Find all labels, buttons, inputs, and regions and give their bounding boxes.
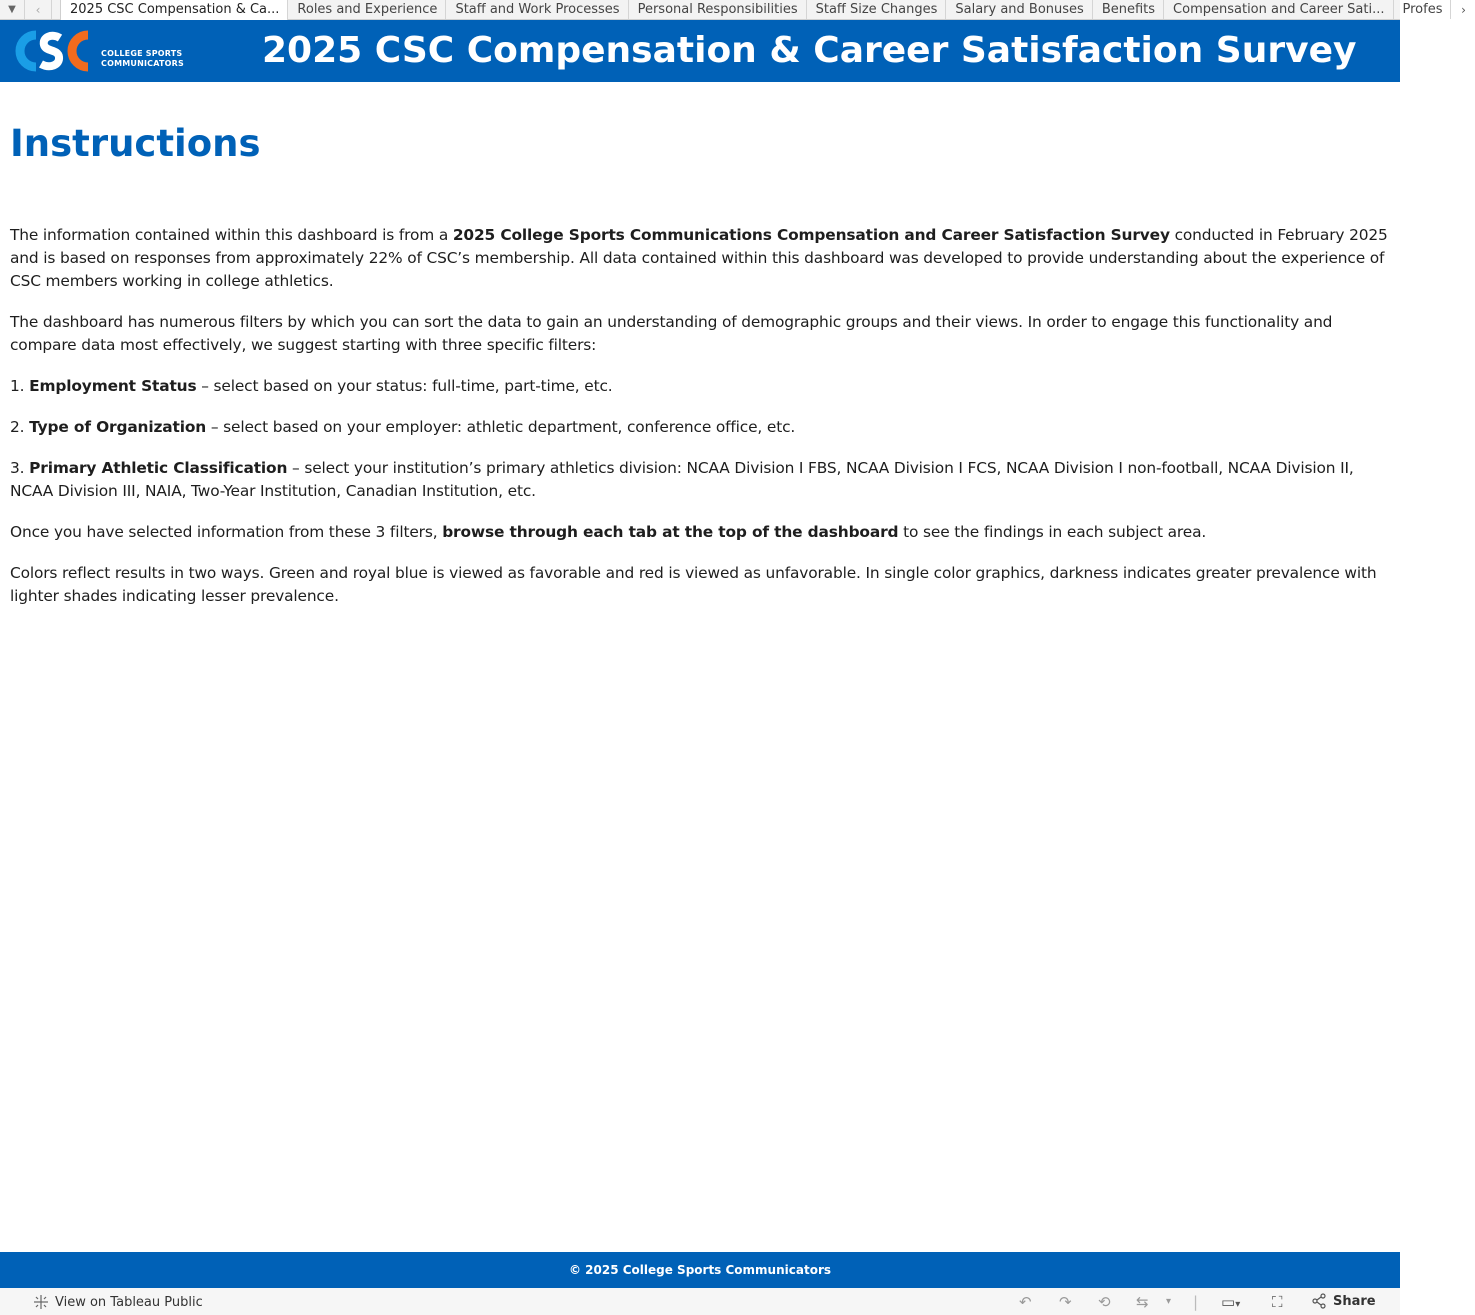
tab-scroll-right-icon[interactable]: › [1450, 0, 1475, 19]
sheet-tab-bar [0, 0, 1466, 20]
view-on-tableau-public-label: View on Tableau Public [55, 1294, 203, 1310]
csc-logo [12, 28, 182, 74]
tab-salary-and-bonuses[interactable]: Salary and Bonuses [946, 0, 1092, 19]
colors-paragraph: Colors reflect results in two ways. Green and royal blue is viewed as favorable and red is viewed as unfavorable. In single color graphics, darkness indicates greater prevalence with lighter shades indicating lesser prevalence. [10, 564, 1377, 605]
tab-benefits[interactable]: Benefits [1093, 0, 1164, 19]
revert-icon[interactable]: ⟲ [1098, 1293, 1111, 1311]
share-icon [1311, 1293, 1327, 1309]
csc-logo-mark [12, 28, 92, 74]
download-icon[interactable]: ▭▾ [1221, 1293, 1241, 1311]
tableau-toolbar [0, 1288, 1400, 1315]
copyright-footer: © 2025 College Sports Communicators [0, 1252, 1400, 1288]
filters-paragraph: The dashboard has numerous filters by which you can sort the data to gain an understanding of demographic groups and their views. In order to engage this functionality and compare data most effectively, we suggest starting with three specific filters: [10, 313, 1333, 354]
browse-tabs-paragraph: Once you have selected information from these 3 filters, browse through each tab at the top of the dashboard to see the findings in each subject area. [10, 523, 1207, 541]
page-heading: Instructions [10, 122, 261, 165]
refresh-icon[interactable]: ⇆ [1136, 1293, 1149, 1311]
fullscreen-icon[interactable]: ⛶ [1272, 1293, 1283, 1311]
tab-personal-responsibilities[interactable]: Personal Responsibilities [629, 0, 807, 19]
filter-item-type-of-organization: 2. Type of Organization – select based on your employer: athletic department, conference office, etc. [10, 418, 796, 436]
tab-compensation-and-career-satisfaction[interactable]: Compensation and Career Sati... [1164, 0, 1393, 19]
tab-list [52, 0, 1450, 19]
logo-line-1: COLLEGE SPORTS [101, 49, 183, 58]
filter-item-primary-athletic-classification: 3. Primary Athletic Classification – select your institution’s primary athletics division: NCAA Division I FBS, NCAA Division I FCS, NCAA Division I non-football, NCAA Division II, NCAA Division III, NAIA, Two-Year Institution, Canadian Institution, etc. [10, 459, 1354, 500]
share-button[interactable] [1311, 1293, 1376, 1309]
undo-icon[interactable]: ↶ [1019, 1293, 1032, 1311]
tab-scroll-left-icon[interactable]: ‹ [25, 0, 52, 19]
tab-menu-dropdown-icon[interactable]: ▼ [0, 0, 25, 19]
header-banner [0, 20, 1400, 82]
tab-staff-and-work-processes[interactable]: Staff and Work Processes [446, 0, 628, 19]
intro-paragraph: The information contained within this dashboard is from a 2025 College Sports Communications Compensation and Career Satisfaction Survey conducted in February 2025 and is based on responses from approximately 22% of CSC’s membership. All data contained within this dashboard was developed to provide understanding about the experience of CSC members working in college athletics. [10, 226, 1388, 290]
refresh-dropdown-icon[interactable]: ▾ [1166, 1296, 1172, 1307]
tab-roles-and-experience[interactable]: Roles and Experience [288, 0, 446, 19]
filter-item-employment-status: 1. Employment Status – select based on your status: full-time, part-time, etc. [10, 377, 613, 395]
tab-professional[interactable]: Profes [1402, 2, 1443, 17]
share-label: Share [1333, 1293, 1376, 1309]
tableau-logo-icon [33, 1294, 49, 1310]
view-on-tableau-public-link[interactable] [33, 1294, 203, 1310]
toolbar-divider: | [1193, 1293, 1199, 1311]
logo-wordmark [101, 49, 184, 69]
redo-icon[interactable]: ↷ [1059, 1293, 1072, 1311]
logo-line-2: COMMUNICATORS [101, 59, 184, 68]
tab-staff-size-changes[interactable]: Staff Size Changes [807, 0, 947, 19]
tab-overview[interactable]: 2025 CSC Compensation & Ca... [60, 0, 288, 21]
instructions-text [10, 224, 1392, 626]
dashboard-title: 2025 CSC Compensation & Career Satisfaction Survey [262, 30, 1357, 71]
